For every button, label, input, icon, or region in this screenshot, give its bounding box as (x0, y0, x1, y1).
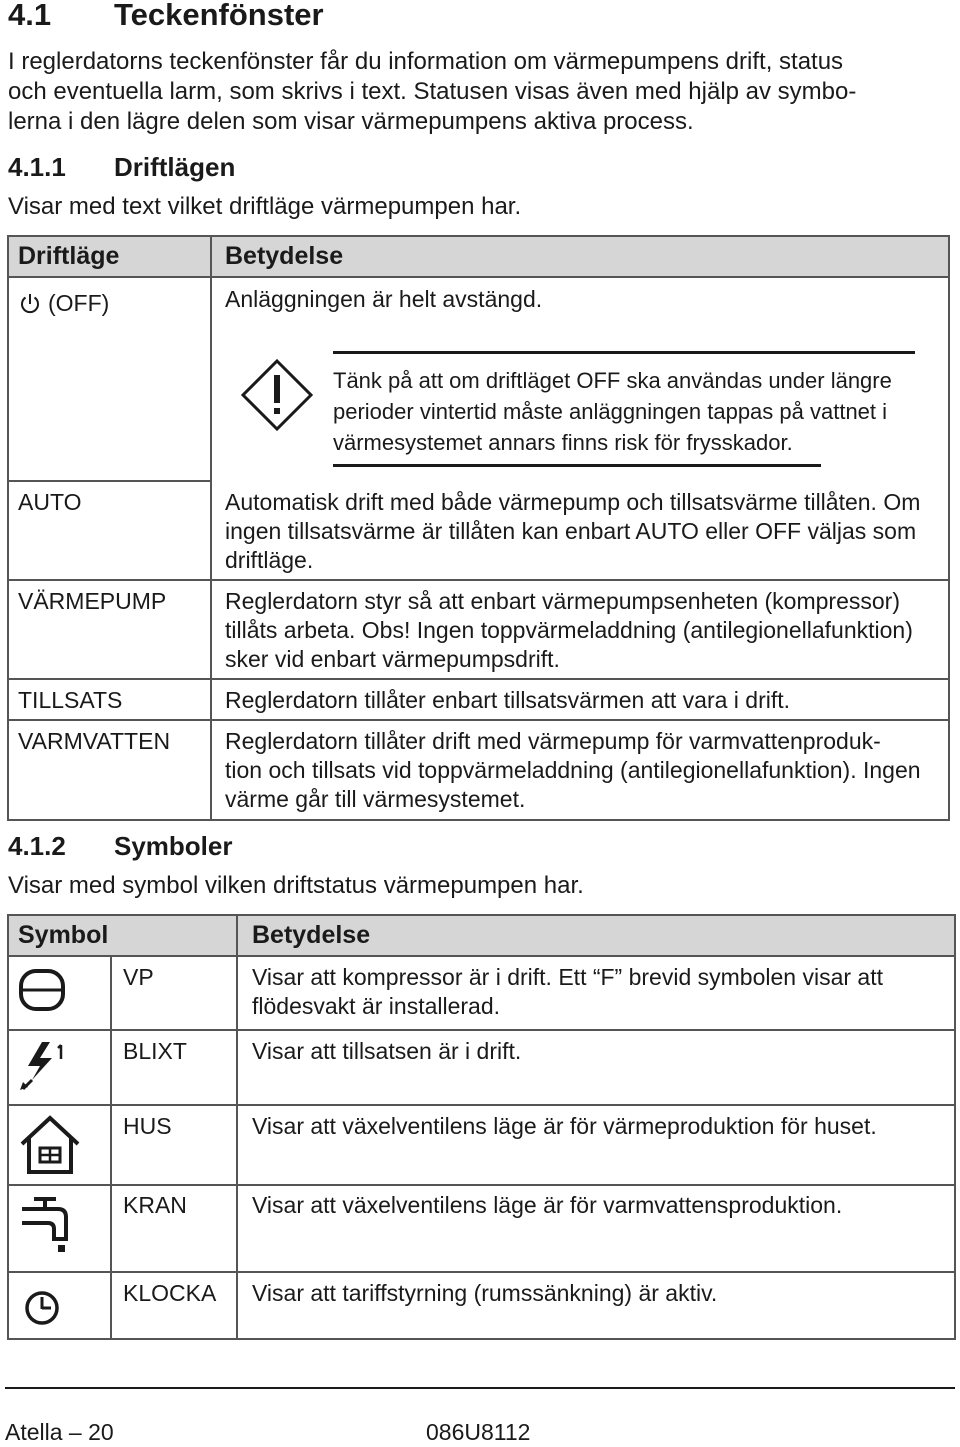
meaning-line: tion och tillsats vid toppvärmeladdning (antilegionellafunktion). Ingen (225, 757, 921, 783)
meaning-line: Reglerdatorn tillåter enbart tillsatsvärmen att vara i drift. (225, 687, 791, 713)
meaning-line: Visar att växelventilens läge är för varmvattensproduktion. (252, 1192, 843, 1218)
mode-varmepump-meaning (225, 587, 945, 674)
column-divider (236, 915, 238, 1339)
meaning-line: Automatisk drift med både värmepump och tillsatsvärme tillåten. Om (225, 489, 921, 515)
section-number: 4.1 (8, 0, 52, 32)
footer-doc-number: 086U8112 (426, 1419, 531, 1445)
intro-line: I reglerdatorns teckenfönster får du information om värmepumpens drift, status (8, 48, 844, 75)
mode-off-label: (OFF) (48, 290, 110, 316)
row-divider (8, 678, 949, 680)
subsection-number: 4.1.1 (8, 152, 66, 182)
row-divider (8, 480, 210, 482)
column-divider (110, 956, 112, 1339)
mode-auto-meaning (225, 488, 945, 575)
compressor-icon (18, 968, 66, 1012)
mode-varmvatten-meaning (225, 727, 945, 814)
meaning-line: flödesvakt är installerad. (252, 993, 501, 1019)
column-header-meaning: Betydelse (252, 921, 371, 949)
warning-line: Tänk på att om driftläget OFF ska användas under längre (333, 368, 892, 393)
intro-line: lerna i den lägre delen som visar värmepumpens aktiva process. (8, 108, 694, 135)
subsection-intro: Visar med symbol vilken driftstatus värmepumpen har. (8, 872, 584, 899)
row-divider (8, 1029, 955, 1031)
clock-icon (24, 1290, 60, 1326)
symbol-name-blixt: BLIXT (123, 1038, 187, 1064)
symbol-name-klocka: KLOCKA (123, 1280, 217, 1306)
meaning-line: ingen tillsatsvärme är tillåten kan enbart AUTO eller OFF väljas som (225, 518, 917, 544)
meaning-line: driftläge. (225, 547, 314, 573)
mode-tillsats: TILLSATS (18, 687, 123, 713)
column-header-symbol: Symbol (18, 921, 109, 949)
row-divider (8, 1271, 955, 1273)
symbol-klocka-meaning (252, 1279, 952, 1308)
column-header-mode: Driftläge (18, 242, 120, 270)
mode-off-meaning: Anläggningen är helt avstängd. (225, 286, 543, 312)
warning-diamond-icon (240, 358, 314, 432)
row-divider (8, 579, 949, 581)
symbol-kran-meaning (252, 1191, 952, 1220)
row-divider (8, 719, 949, 721)
row-divider (8, 1104, 955, 1106)
column-header-meaning: Betydelse (225, 242, 344, 270)
mode-varmepump: VÄRMEPUMP (18, 588, 167, 614)
warning-bottom-rule (333, 464, 821, 467)
lightning-icon (18, 1038, 68, 1092)
power-icon (18, 292, 42, 316)
meaning-line: Visar att växelventilens läge är för värmeproduktion för huset. (252, 1113, 877, 1139)
meaning-line: sker vid enbart värmepumpsdrift. (225, 646, 560, 672)
house-icon (18, 1112, 82, 1176)
warning-text (333, 365, 933, 458)
warning-top-rule (333, 351, 915, 354)
subsection-intro: Visar med text vilket driftläge värmepumpen har. (8, 193, 522, 220)
footer-page: Atella – 20 (5, 1419, 114, 1445)
section-intro (8, 47, 948, 137)
meaning-line: Visar att kompressor är i drift. Ett “F” brevid symbolen visar att (252, 964, 883, 990)
mode-varmvatten: VARMVATTEN (18, 728, 171, 754)
column-divider (210, 236, 212, 820)
section-title: Teckenfönster (114, 0, 324, 32)
meaning-line: Visar att tillsatsen är i drift. (252, 1038, 522, 1064)
meaning-line: Reglerdatorn styr så att enbart värmepumpsenheten (kompressor) (225, 588, 900, 614)
subsection-title: Driftlägen (114, 152, 236, 182)
mode-tillsats-meaning (225, 686, 945, 715)
subsection-number: 4.1.2 (8, 831, 66, 861)
symbol-blixt-meaning (252, 1037, 952, 1066)
symbol-name-vp: VP (123, 964, 154, 990)
row-divider (8, 955, 955, 957)
symbol-name-hus: HUS (123, 1113, 172, 1139)
subsection-title: Symboler (114, 831, 233, 861)
meaning-line: tillåts arbeta. Obs! Ingen toppvärmeladdning (antilegionellafunktion) (225, 617, 913, 643)
meaning-line: Reglerdatorn tillåter drift med värmepump för varmvattenproduk- (225, 728, 881, 754)
warning-line: värmesystemet annars finns risk för frysskador. (333, 430, 793, 455)
row-divider (8, 1184, 955, 1186)
meaning-line: värme går till värmesystemet. (225, 786, 526, 812)
intro-line: och eventuella larm, som skrivs i text. Statusen visas även med hjälp av symbo- (8, 78, 857, 105)
meaning-line: Visar att tariffstyrning (rumssänkning) är aktiv. (252, 1280, 718, 1306)
faucet-icon (18, 1193, 82, 1257)
footer-rule (5, 1387, 955, 1389)
mode-auto: AUTO (18, 489, 82, 515)
warning-line: perioder vintertid måste anläggningen tappas på vattnet i (333, 399, 888, 424)
symbol-vp-meaning (252, 963, 952, 1021)
symbol-hus-meaning (252, 1112, 952, 1141)
row-divider (8, 276, 949, 278)
symbol-name-kran: KRAN (123, 1192, 187, 1218)
